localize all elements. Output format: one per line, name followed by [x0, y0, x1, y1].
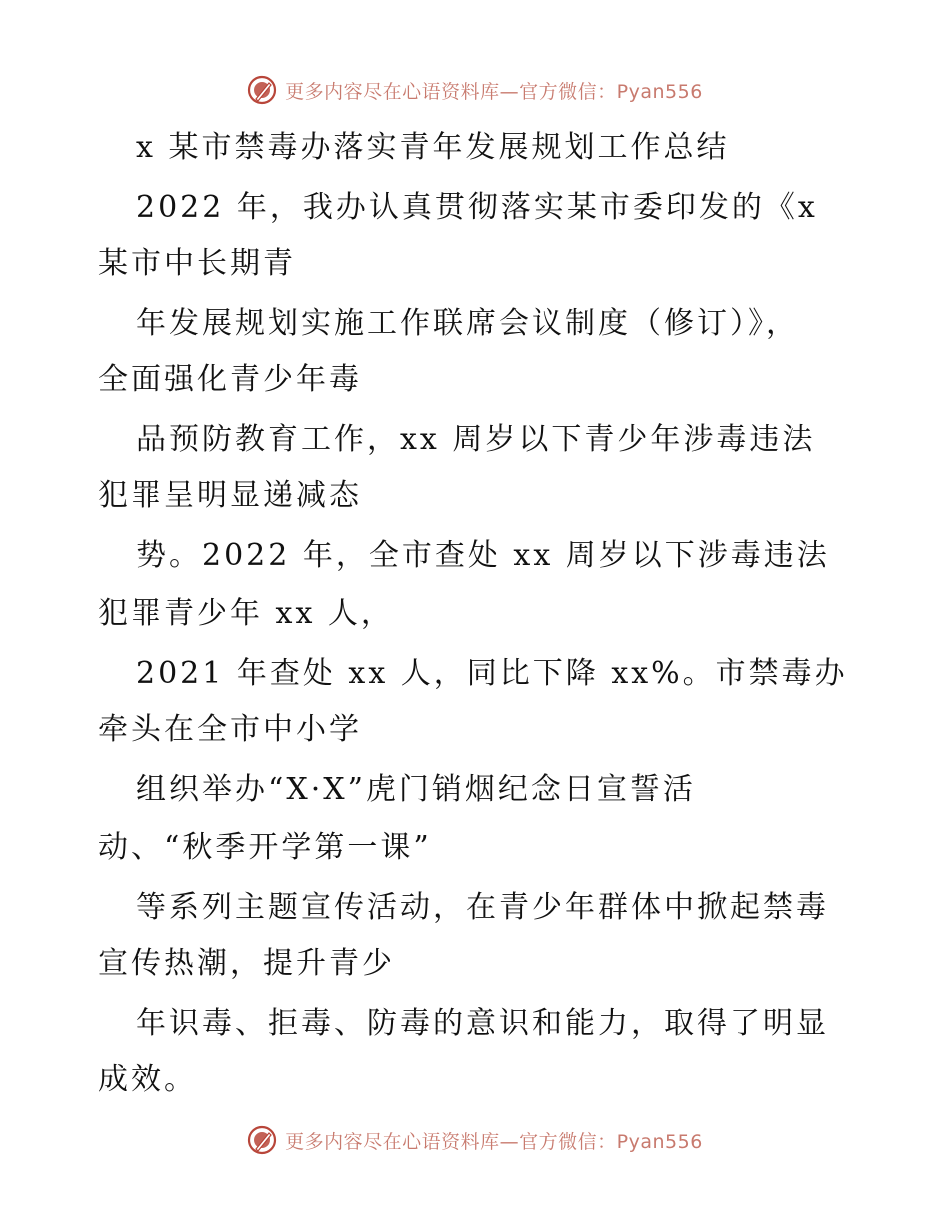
document-title: x 某市禁毒办落实青年发展规划工作总结: [136, 130, 730, 165]
pen-seal-logo-icon: [247, 1125, 277, 1155]
body-line: 牵头在全市中小学: [98, 712, 362, 747]
body-line: 品预防教育工作，xx 周岁以下青少年涉毒违法: [136, 422, 816, 457]
body-line: 犯罪呈明显递减态: [98, 478, 362, 513]
body-line: 2021 年查处 xx 人，同比下降 xx%。市禁毒办: [136, 656, 848, 691]
footer-banner-text: 更多内容尽在心语资料库—官方微信：Pyan556: [285, 1130, 703, 1153]
body-line: 动、“秋季开学第一课”: [98, 830, 432, 865]
body-line: 组织举办“X·X”虎门销烟纪念日宣誓活: [136, 772, 696, 807]
body-line: 2022 年，我办认真贯彻落实某市委印发的《x: [136, 190, 818, 225]
body-line: 等系列主题宣传活动，在青少年群体中掀起禁毒: [136, 890, 829, 925]
body-line: 宣传热潮，提升青少: [98, 946, 395, 981]
body-line: 犯罪青少年 xx 人，: [98, 596, 394, 631]
pen-seal-logo-icon: [247, 75, 277, 105]
body-line: 某市中长期青: [98, 246, 296, 281]
footer-banner: [0, 1120, 950, 1160]
body-line: 成效。: [98, 1062, 197, 1097]
header-banner-text: 更多内容尽在心语资料库—官方微信：Pyan556: [285, 80, 703, 103]
body-line: 全面强化青少年毒: [98, 362, 362, 397]
body-line: 年识毒、拒毒、防毒的意识和能力，取得了明显: [136, 1006, 829, 1041]
header-banner: [0, 70, 950, 110]
body-line: 势。2022 年，全市查处 xx 周岁以下涉毒违法: [136, 538, 830, 573]
body-line: 年发展规划实施工作联席会议制度（修订）》，: [136, 306, 799, 341]
